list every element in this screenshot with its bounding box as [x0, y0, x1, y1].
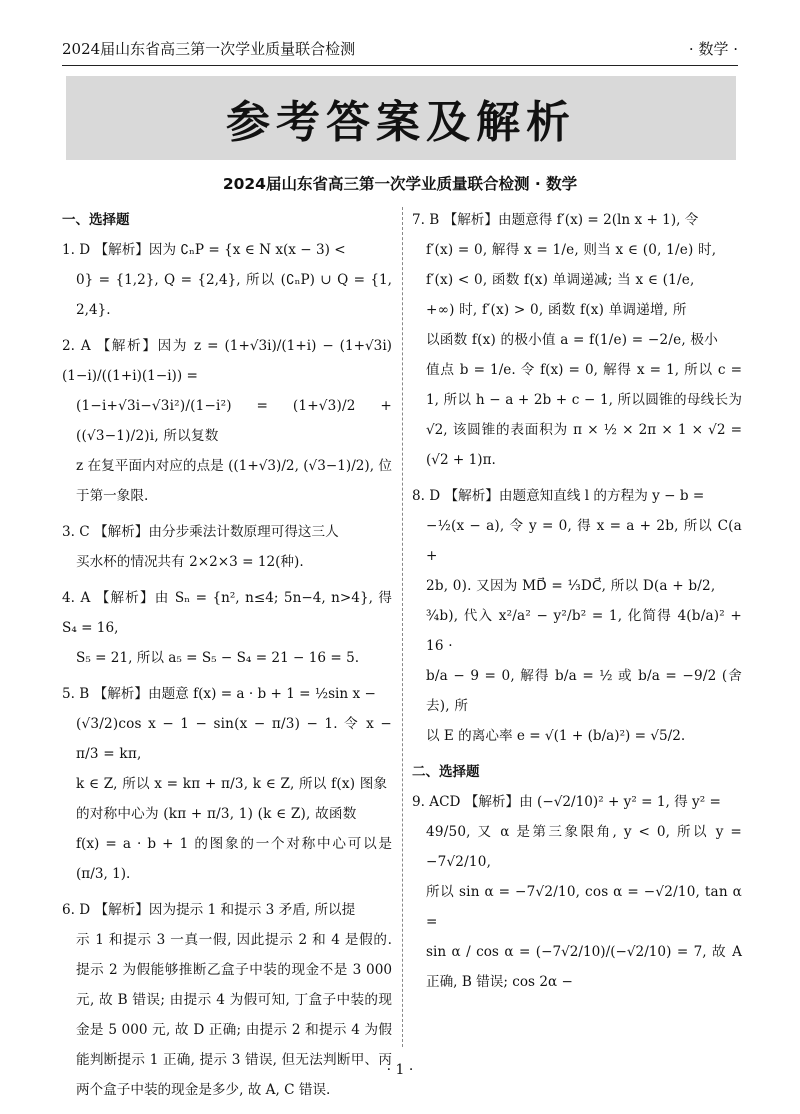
q5-math: (√3/2)cos x − 1 − sin(x − π/3) − 1. 令 x − π/3 = kπ, — [76, 716, 392, 762]
q9-lead: 9. ACD 【解析】由 (−√2/10)² + y² = 1, 得 y² = — [412, 794, 721, 810]
q7-math3: +∞) 时, f′(x) > 0, 函数 f(x) 单调递增, 所 — [426, 302, 687, 318]
q8-body: 以 E 的离心率 e = √(1 + (b/a)²) = √5/2. — [426, 728, 686, 744]
q1-lead: 1. D 【解析】因为 ∁ₙP = {x ∈ N x(x − 3) < — [62, 242, 346, 258]
q8-math: −½(x − a), 令 y = 0, 得 x = a + 2b, 所以 C(a + — [426, 518, 742, 564]
answer-q5 — [62, 679, 392, 889]
q3-body: 买水杯的情况共有 2×2×3 = 12(种). — [76, 554, 304, 570]
q5-lead: 5. B 【解析】由题意 f(x) = a · b + 1 = ½sin x − — [62, 686, 376, 702]
title-banner — [66, 76, 736, 160]
q8-math3: ¾b), 代入 x²/a² − y²/b² = 1, 化简得 4(b/a)² + 16 · — [426, 608, 742, 654]
section-heading-2: 二、选择题 — [412, 764, 480, 780]
q7-lead: 7. B 【解析】由题意得 f′(x) = 2(ln x + 1), 令 — [412, 212, 699, 228]
answer-q1 — [62, 235, 392, 325]
answer-q8 — [412, 481, 742, 751]
right-column — [412, 205, 742, 1003]
q5-body: f(x) = a · b + 1 的图象的一个对称中心可以是 (π/3, 1). — [76, 836, 392, 882]
q1-body: 0} = {1,2}, Q = {2,4}, 所以 (∁ₙP) ∪ Q = {1, 2,4}. — [76, 272, 392, 318]
answer-q2 — [62, 331, 392, 511]
q4-lead: 4. A 【解析】由 Sₙ = {n², n≤4; 5n−4, n>4}, 得 S₄ = 16, — [62, 590, 392, 636]
q7-math: f′(x) = 0, 解得 x = 1/e, 则当 x ∈ (0, 1/e) 时, — [426, 242, 717, 258]
answer-q9 — [412, 787, 742, 997]
banner-title: 参考答案及解析 — [226, 97, 576, 148]
running-header — [62, 38, 738, 66]
header-exam-title: 2024届山东省高三第一次学业质量联合检测 — [62, 40, 356, 58]
column-divider — [402, 207, 403, 1047]
q5-math2: k ∈ Z, 所以 x = kπ + π/3, k ∈ Z, 所以 f(x) 图象 — [76, 776, 388, 792]
q6-body: 示 1 和提示 3 一真一假, 因此提示 2 和 4 是假的. 提示 2 为假能够推断乙盒子中装的现金不是 3 000 元, 故 B 错误; 由提示 4 为假可知, 丁盒子中装的现金是 5 000 元, 故 D 正确; 由提示 2 和提示 4 为假能判断提示 1 正确, 提示 3 错误, 但无法判断甲、丙两个盒子中装的现金是多少, 故 A, C 错误. — [76, 932, 392, 1098]
q8-math2: 2b, 0). 又因为 MD⃗ = ⅓DC⃗, 所以 D(a + b/2, — [426, 578, 716, 594]
left-column — [62, 205, 392, 1111]
section-heading-1: 一、选择题 — [62, 212, 130, 228]
q7-math2: f′(x) < 0, 函数 f(x) 单调递减; 当 x ∈ (1/e, — [426, 272, 695, 288]
q5-math3: 的对称中心为 (kπ + π/3, 1) (k ∈ Z), 故函数 — [76, 806, 357, 822]
q7-body: 值点 b = 1/e. 令 f(x) = 0, 解得 x = 1, 所以 c = 1, 所以 h − a + 2b + c − 1, 所以圆锥的母线长为 √2, 该圆锥的表面积为 π × ½ × 2π × 1 × √2 = (√2 + 1)π. — [426, 362, 742, 468]
answer-q4 — [62, 583, 392, 673]
q2-math: (1−i+√3i−√3i²)/(1−i²) = (1+√3)/2 + ((√3−1)/2)i, 所以复数 — [76, 398, 392, 444]
page-number: · 1 · — [386, 1062, 414, 1078]
q8-lead: 8. D 【解析】由题意知直线 l 的方程为 y − b = — [412, 488, 705, 504]
q2-lead: 2. A 【解析】因为 z = (1+√3i)/(1+i) − (1+√3i)(1−i)/((1+i)(1−i)) = — [62, 338, 392, 384]
q9-body: sin α / cos α = (−7√2/10)/(−√2/10) = 7, 故 A 正确, B 错误; cos 2α − — [426, 944, 742, 990]
header-subject: · 数学 · — [688, 40, 738, 58]
q2-body: z 在复平面内对应的点是 ((1+√3)/2, (√3−1)/2), 位于第一象限. — [76, 458, 392, 504]
document-subtitle: 2024届山东省高三第一次学业质量联合检测 · 数学 — [222, 175, 578, 193]
answer-q3 — [62, 517, 392, 577]
q4-body: S₅ = 21, 所以 a₅ = S₅ − S₄ = 21 − 16 = 5. — [76, 650, 360, 666]
q6-lead: 6. D 【解析】因为提示 1 和提示 3 矛盾, 所以提 — [62, 902, 356, 918]
q9-math: 49/50, 又 α 是第三象限角, y < 0, 所以 y = −7√2/10, — [426, 824, 742, 870]
q8-math4: b/a − 9 = 0, 解得 b/a = ½ 或 b/a = −9/2 (舍去), 所 — [426, 668, 742, 714]
q7-math4: 以函数 f(x) 的极小值 a = f(1/e) = −2/e, 极小 — [426, 332, 718, 348]
q9-math2: 所以 sin α = −7√2/10, cos α = −√2/10, tan α = — [426, 884, 742, 930]
answer-q7 — [412, 205, 742, 475]
q3-lead: 3. C 【解析】由分步乘法计数原理可得这三人 — [62, 524, 339, 540]
